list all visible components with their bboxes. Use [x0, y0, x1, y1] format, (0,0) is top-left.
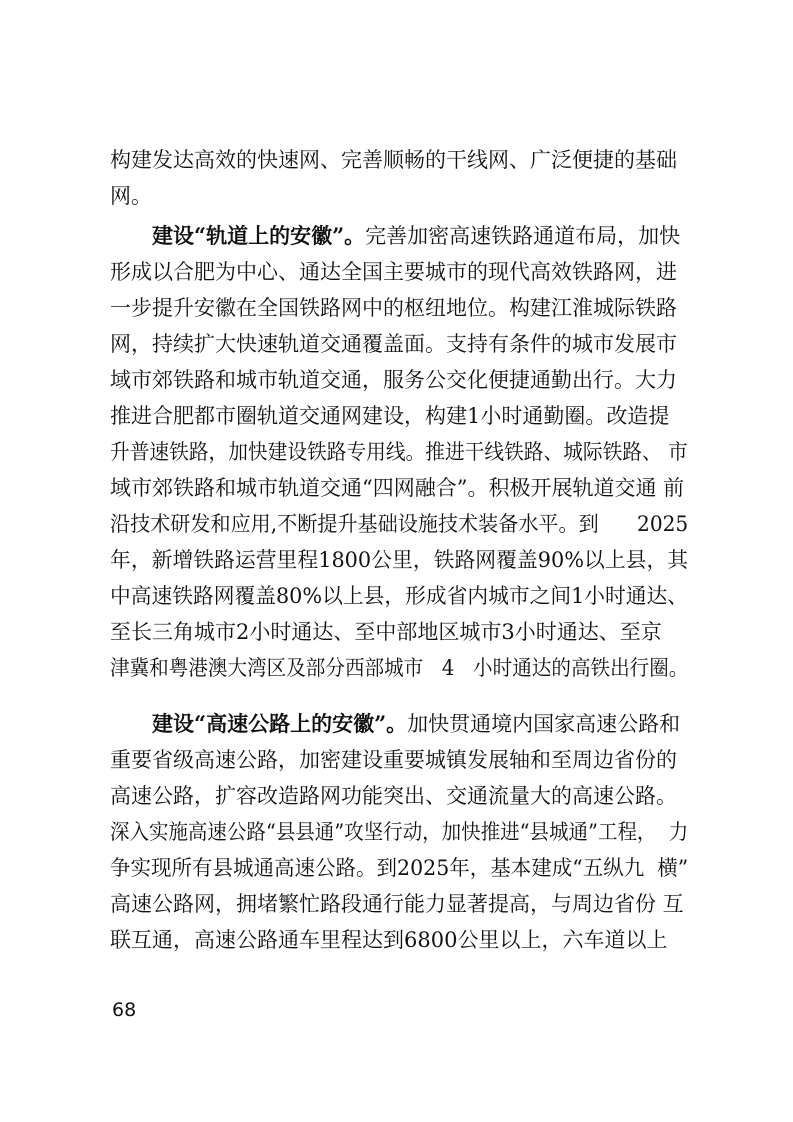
line-text: 高速公路，扩容改造路网功能突出、交通流量大的高速公路。	[110, 784, 677, 808]
text-line	[152, 706, 680, 742]
text-line	[110, 506, 688, 542]
line-text: 域市郊铁路和城市轨道交通“四网融合”。积极开展轨道交通 前	[110, 476, 685, 500]
line-text: 构建发达高效的快速网、完善顺畅的干线网、广泛便捷的基础	[110, 148, 677, 172]
text-line	[110, 362, 677, 398]
text-line	[110, 254, 677, 290]
bold-lead: 建设“高速公路上的安徽”。	[152, 711, 408, 736]
line-text: 高速公路网，拥堵繁忙路段通行能力显著提高，与周边省份 互	[110, 892, 684, 916]
line-text: 重要省级高速公路，加密建设重要城镇发展轴和至周边省份的	[110, 748, 677, 772]
line-text: 域市郊铁路和城市轨道交通，服务公交化便捷通勤出行。大力	[110, 368, 677, 392]
line-text: 网，持续扩大快速轨道交通覆盖面。支持有条件的城市发展市	[110, 332, 677, 356]
line-text: 年，新增铁路运营里程1800公里，铁路网覆盖90%以上县，其	[110, 548, 689, 572]
page-number: 68	[112, 999, 137, 1021]
line-text: 形成以合肥为中心、通达全国主要城市的现代高效铁路网，进	[110, 260, 677, 284]
text-line	[110, 778, 677, 814]
text-line	[110, 542, 688, 578]
text-line	[110, 650, 688, 686]
text-line	[110, 398, 669, 434]
bold-lead: 建设“轨道上的安徽”。	[152, 223, 366, 248]
text-line	[110, 290, 677, 326]
text-line	[110, 922, 667, 958]
text-line	[152, 218, 680, 254]
line-text: 升普速铁路，加快建设铁路专用线。推进干线铁路、城际铁路、 市	[110, 440, 688, 464]
text-line	[110, 434, 688, 470]
line-text: 中高速铁路网覆盖80%以上县，形成省内城市之间1小时通达、	[110, 584, 689, 608]
text-line	[110, 470, 684, 506]
text-line	[110, 814, 688, 850]
line-text: 推进合肥都市圈轨道交通网建设，构建1小时通勤圈。改造提	[110, 404, 670, 428]
text-line	[110, 614, 662, 650]
text-line	[110, 178, 152, 214]
line-text: 联互通，高速公路通车里程达到6800公里以上，六车道以上	[110, 928, 668, 952]
line-text: 一步提升安徽在全国铁路网中的枢纽地位。构建江淮城际铁路	[110, 296, 677, 320]
text-line	[110, 142, 677, 178]
text-line	[110, 326, 677, 362]
line-text: 加快贯通境内国家高速公路和	[407, 712, 681, 736]
text-line	[110, 886, 684, 922]
line-text: 深入实施高速公路“县县通”攻坚行动，加快推进“县城通”工程， 力	[110, 820, 689, 844]
line-text: 沿技术研发和应用,不断提升基础设施技术装备水平。到 2025	[110, 512, 689, 536]
line-text: 至长三角城市2小时通达、至中部地区城市3小时通达、至京	[110, 620, 662, 644]
text-line	[110, 578, 688, 614]
text-line	[110, 850, 688, 886]
line-text: 网。	[110, 184, 152, 208]
text-line	[110, 742, 677, 778]
line-text: 完善加密高速铁路通道布局，加快	[365, 224, 681, 248]
line-text: 津冀和粤港澳大湾区及部分西部城市 4 小时通达的高铁出行圈。	[110, 656, 689, 680]
line-text: 争实现所有县城通高速公路。到2025年，基本建成“五纵九 横”	[110, 856, 689, 880]
